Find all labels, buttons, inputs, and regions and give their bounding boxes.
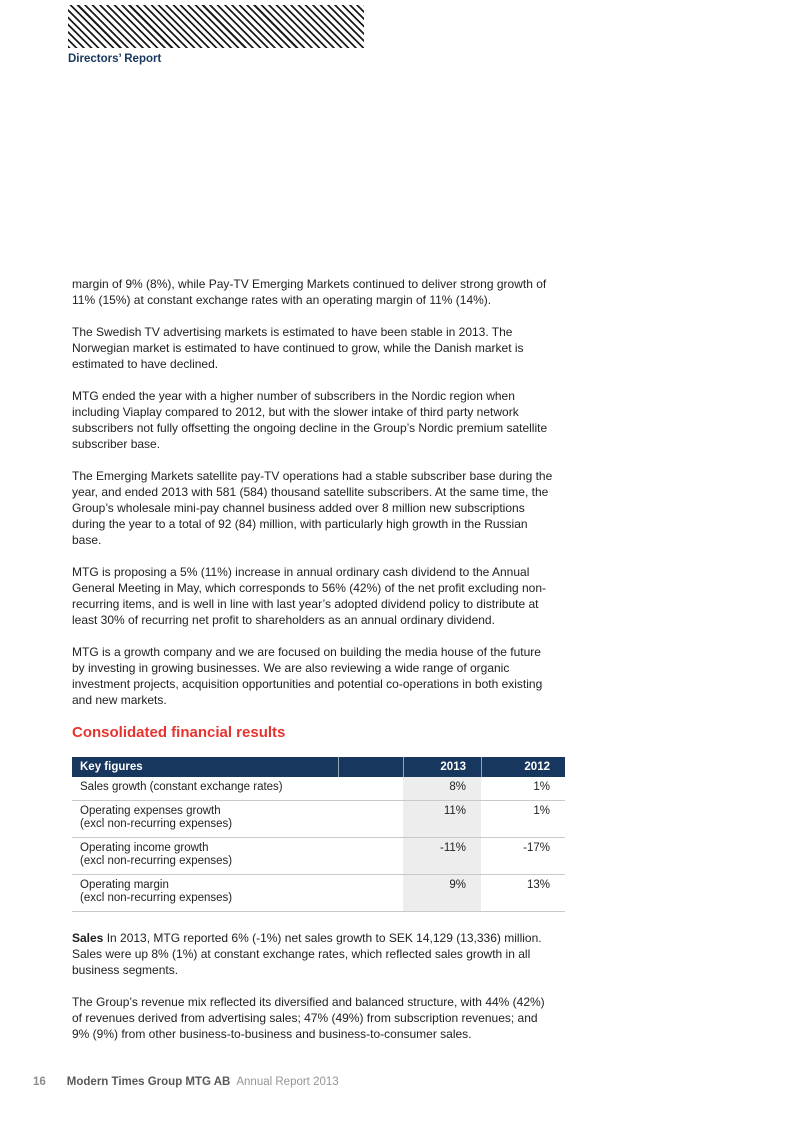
paragraph: The Emerging Markets satellite pay-TV operations had a stable subscriber base during the year, and ended 2013 with 581 (584) thousand satellite subscribers. At the same time, the Group’s wholesale mini-pay channel business added over 8 million new subscriptions during the year to a total of 92 (84) million, with particularly high growth in the Russian base. [72,469,553,547]
table-header-spacer [338,757,403,777]
paragraph: MTG is proposing a 5% (11%) increase in annual ordinary cash dividend to the Annual General Meeting in May, which corresponds to 56% (42%) of the net profit excluding non-recurring items, and is well in line with last year’s adopted dividend policy to distribute at least 30% of recurring net profit to shareholders as an annual ordinary dividend. [72,565,547,627]
table-row [72,801,565,838]
page-number: 16 [33,1076,46,1088]
value-2012: 1% [533,781,550,793]
row-label: Sales growth (constant exchange rates) [80,781,283,793]
row-label: Operating expenses growth (excl non-recurring expenses) [72,801,403,837]
value-2012: 1% [533,804,550,817]
row-label: Operating income growth (excl non-recurring expenses) [72,838,403,874]
table-row [72,838,565,875]
row-label: Operating margin (excl non-recurring expenses) [72,875,403,911]
section-heading: Consolidated financial results [72,724,286,741]
report-section-label: Directors’ Report [68,53,162,65]
paragraph: MTG ended the year with a higher number of subscribers in the Nordic region when including Viaplay compared to 2012, but with the slower intake of third party network subscribers not fully offsetting the ongoing decline in the Group’s Nordic premium satellite subscriber base. [72,389,548,451]
page-footer [33,1076,339,1088]
paragraph: The Swedish TV advertising markets is estimated to have been stable in 2013. The Norwegian market is estimated to have continued to grow, while the Danish market is estimated to have declined. [72,325,524,371]
content-column [72,276,556,1058]
table-header-2012: 2012 [481,757,565,777]
table-row [72,875,565,912]
row-sublabel: (excl non-recurring expenses) [80,818,233,830]
value-2013: 11% [403,801,481,837]
value-2013: 9% [403,875,481,911]
table-header-row [72,757,565,777]
row-sublabel: (excl non-recurring expenses) [80,855,233,867]
footer-company-name: Modern Times Group MTG AB [66,1076,231,1088]
table-header-2013: 2013 [403,757,481,777]
paragraph: margin of 9% (8%), while Pay-TV Emerging Markets continued to deliver strong growth of 11% (15%) at constant exchange rates with an operating margin of 11% (14%). [72,277,547,307]
sales-lead: Sales [72,930,104,945]
value-2012: -17% [523,841,550,854]
footer-report-title: Annual Report 2013 [236,1076,339,1088]
paragraph: MTG is a growth company and we are focused on building the media house of the future by investing in growing businesses. We are also reviewing a wide range of organic investment projects, acquisition opportunities and potential co-operations in both existing and new markets. [72,645,543,707]
value-2013: -11% [403,838,481,874]
row-sublabel: (excl non-recurring expenses) [80,892,233,904]
sales-paragraph: Sales In 2013, MTG reported 6% (-1%) net sales growth to SEK 14,129 (13,336) million. Sales were up 8% (1%) at constant exchange rates, which reflected sales growth in all business segments. [72,930,542,977]
value-2013: 8% [403,777,481,800]
paragraph: The Group’s revenue mix reflected its diversified and balanced structure, with 44% (42%) of revenues derived from advertising sales; 47% (49%) from subscription revenues; and 9% (9%) from other business-to-business and business-to-consumer sales. [72,994,545,1041]
table-row [72,777,565,801]
hatch-decoration [68,5,364,48]
table-header-key-figures: Key figures [80,761,143,773]
value-2012: 13% [526,878,550,891]
key-figures-table [72,757,565,912]
